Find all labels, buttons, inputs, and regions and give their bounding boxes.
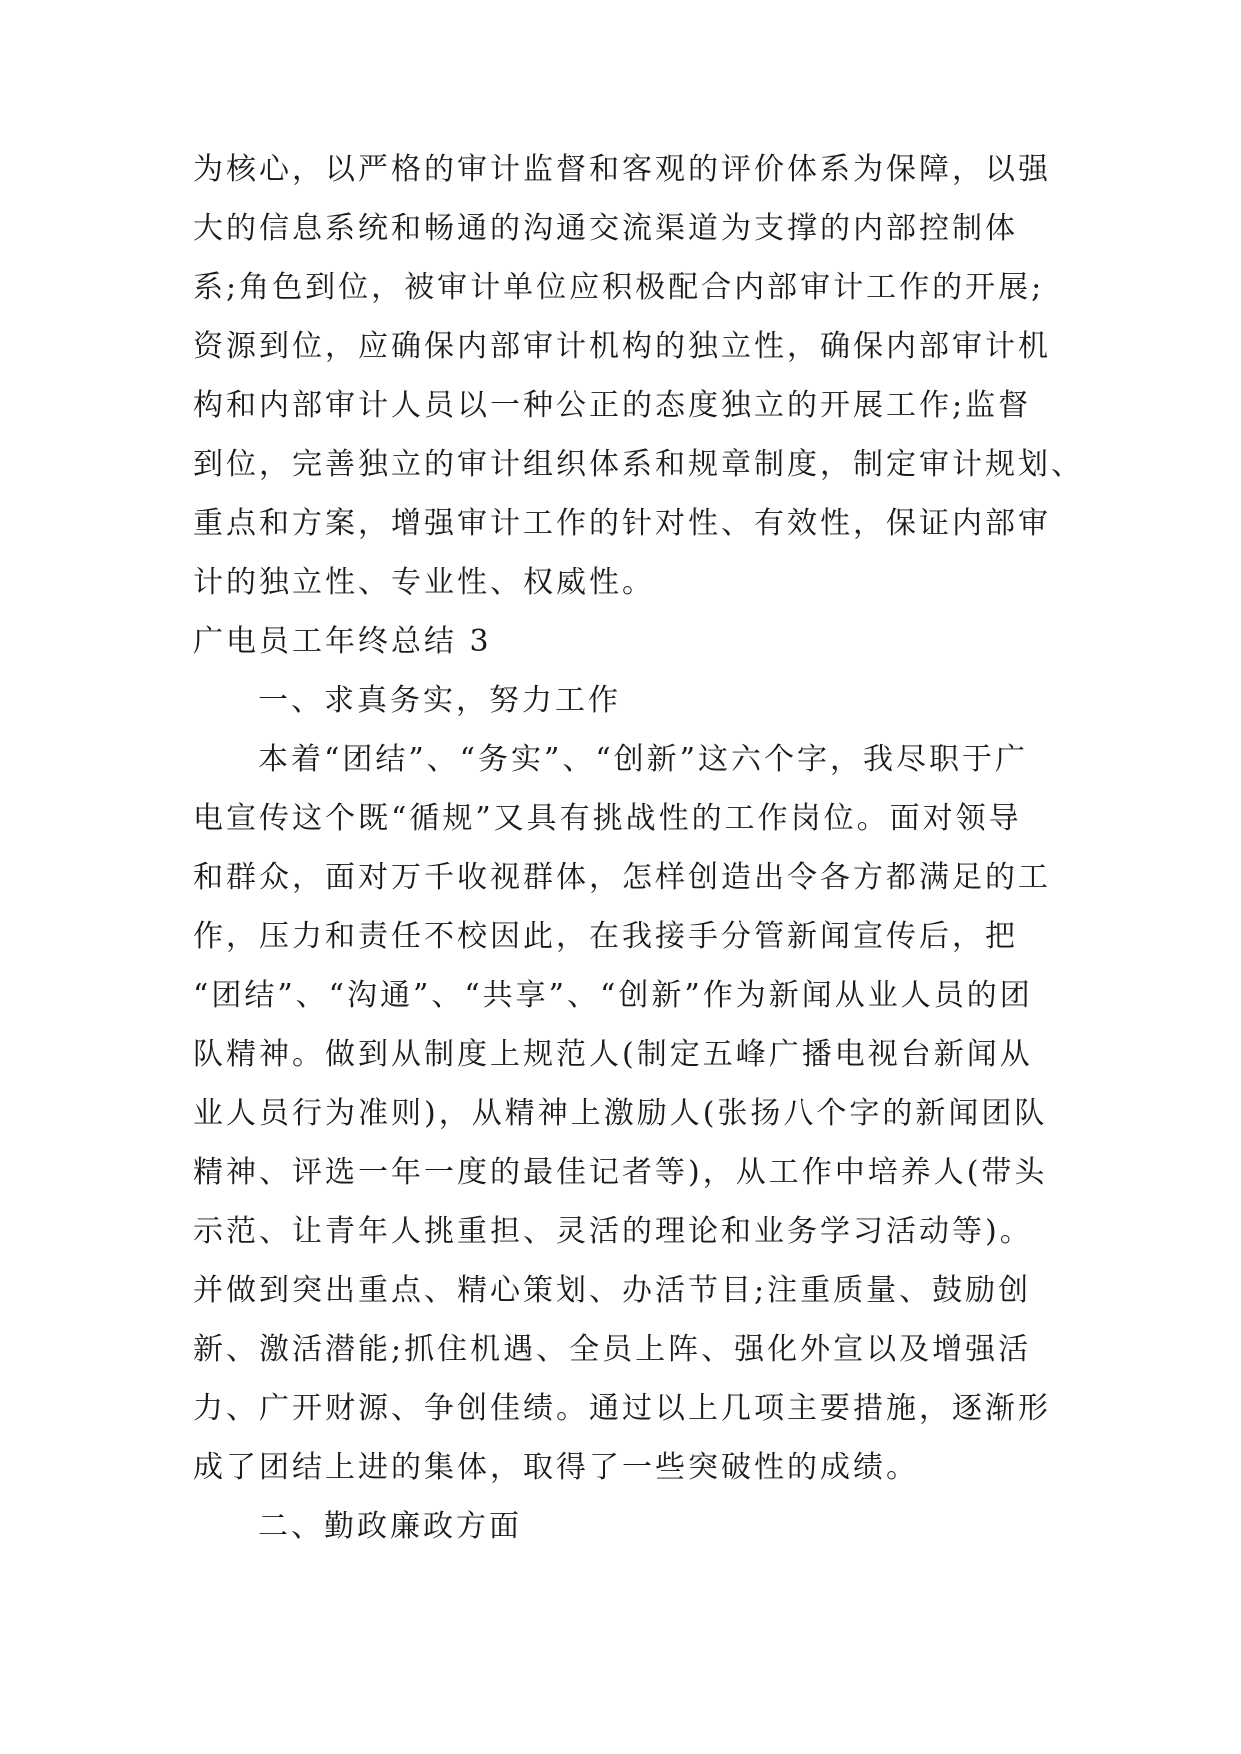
paragraph-line: 资源到位，应确保内部审计机构的独立性，确保内部审计机: [193, 329, 1051, 364]
paragraph-line: 构和内部审计人员以一种公正的态度独立的开展工作;监督: [193, 388, 1032, 423]
paragraph-line: 计的独立性、专业性、权威性。: [193, 565, 655, 600]
paragraph-line: 队精神。做到从制度上规范人(制定五峰广播电视台新闻从: [193, 1037, 1033, 1072]
paragraph-line: 本着“团结”、“务实”、“创新”这六个字，我尽职于广: [258, 742, 1029, 777]
paragraph-line: 业人员行为准则)，从精神上激励人(张扬八个字的新闻团队: [193, 1096, 1048, 1131]
paragraph-line: 大的信息系统和畅通的沟通交流渠道为支撑的内部控制体: [193, 211, 1018, 246]
subsection-heading: 一、求真务实，努力工作: [258, 683, 621, 718]
paragraph-line: 示范、让青年人挑重担、灵活的理论和业务学习活动等)。: [193, 1214, 1033, 1249]
subsection-heading: 二、勤政廉政方面: [258, 1509, 522, 1544]
paragraph-line: 并做到突出重点、精心策划、办活节目;注重质量、鼓励创: [193, 1273, 1032, 1308]
paragraph-line: 电宣传这个既“循规”又具有挑战性的工作岗位。面对领导: [193, 801, 1022, 836]
paragraph-line: “团结”、“沟通”、“共享”、“创新”作为新闻从业人员的团: [193, 978, 1033, 1013]
paragraph-line: 成了团结上进的集体，取得了一些突破性的成绩。: [193, 1450, 919, 1485]
paragraph-line: 为核心，以严格的审计监督和客观的评价体系为保障，以强: [193, 152, 1051, 187]
paragraph-line: 新、激活潜能;抓住机遇、全员上阵、强化外宣以及增强活: [193, 1332, 1032, 1367]
paragraph-line: 和群众，面对万千收视群体，怎样创造出令各方都满足的工: [193, 860, 1051, 895]
paragraph-line: 到位，完善独立的审计组织体系和规章制度，制定审计规划、: [193, 447, 1084, 482]
paragraph-line: 重点和方案，增强审计工作的针对性、有效性，保证内部审: [193, 506, 1051, 541]
paragraph-line: 力、广开财源、争创佳绩。通过以上几项主要措施，逐渐形: [193, 1391, 1051, 1426]
paragraph-line: 作，压力和责任不校因此，在我接手分管新闻宣传后，把: [193, 919, 1018, 954]
paragraph-line: 系;角色到位，被审计单位应积极配合内部审计工作的开展;: [193, 270, 1045, 305]
section-title: 广电员工年终总结 3: [193, 624, 492, 659]
paragraph-line: 精神、评选一年一度的最佳记者等)，从工作中培养人(带头: [193, 1155, 1048, 1190]
